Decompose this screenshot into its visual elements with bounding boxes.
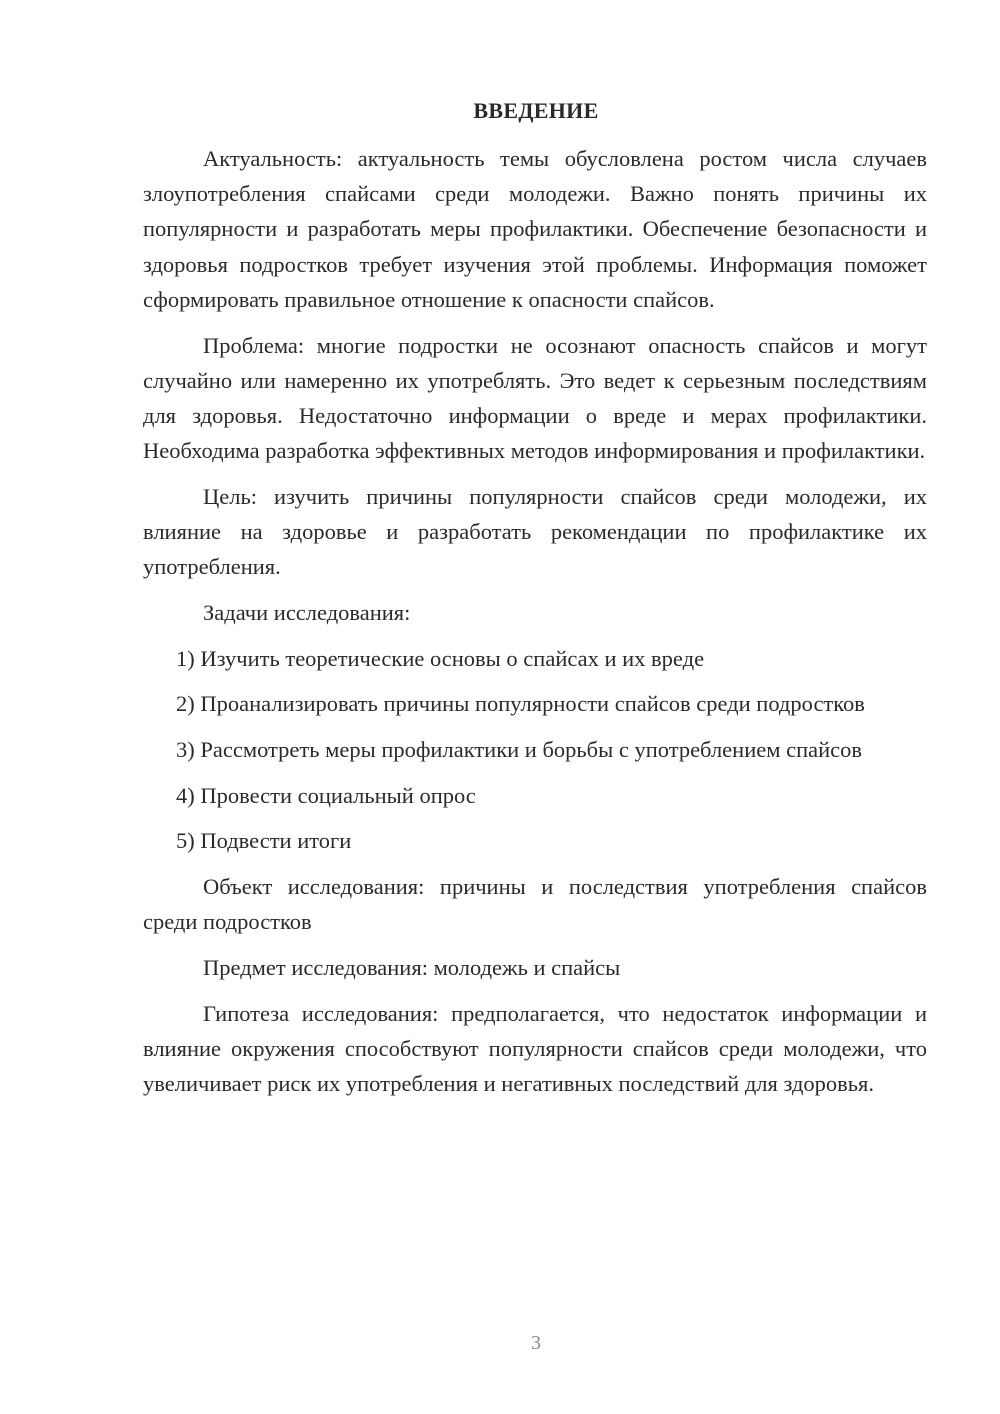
object-paragraph: Объект исследования: причины и последствия употребления спайсов среди подростков	[143, 874, 927, 935]
body-text	[143, 141, 927, 1112]
subject-paragraph: Предмет исследования: молодежь и спайсы	[203, 955, 621, 981]
tasks-heading: Задачи исследования:	[203, 599, 411, 625]
task-item: 3) Рассмотреть меры профилактики и борьбы с употреблением спайсов	[176, 737, 863, 763]
relevance-paragraph: Актуальность: актуальность темы обусловлена ростом числа случаев злоупотребления спайсами среди молодежи. Важно понять причины их популярности и разработать меры профилактики. Обеспечение безопасности и здоровья подростков требует изучения этой проблемы. Информация поможет сформировать правильное отношение к опасности спайсов.	[143, 146, 927, 312]
page-title: ВВЕДЕНИЕ	[473, 98, 599, 123]
task-item: 1) Изучить теоретические основы о спайсах и их вреде	[176, 645, 705, 671]
task-item: 5) Подвести итоги	[176, 828, 352, 854]
task-item: 2) Проанализировать причины популярности спайсов среди подростков	[176, 691, 865, 717]
task-item: 4) Провести социальный опрос	[176, 782, 476, 808]
hypothesis-paragraph: Гипотеза исследования: предполагается, что недостаток информации и влияние окружения способствуют популярности спайсов среди молодежи, что увеличивает риск их употребления и негативных последствий для здоровья.	[143, 1000, 927, 1097]
problem-paragraph: Проблема: многие подростки не осознают опасность спайсов и могут случайно или намеренно их употреблять. Это ведет к серьезным последствиям для здоровья. Недостаточно информации о вреде и мерах профилактики. Необходима разработка эффективных методов информирования и профилактики.	[143, 332, 927, 464]
page-number: 3	[531, 1332, 541, 1354]
goal-paragraph: Цель: изучить причины популярности спайсов среди молодежи, их влияние на здоровье и разработать рекомендации по профилактике их употребления.	[143, 483, 927, 580]
